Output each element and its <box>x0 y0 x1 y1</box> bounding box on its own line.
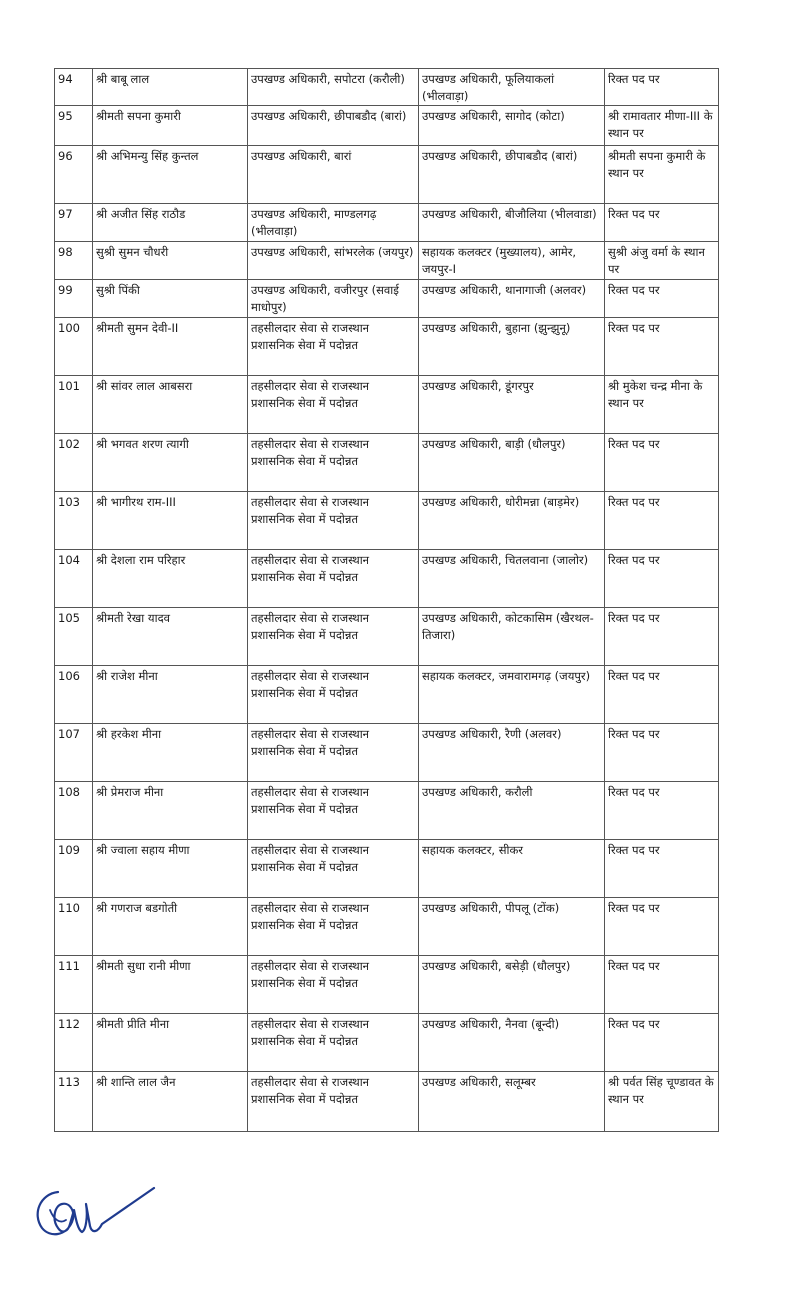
remark-cell: रिक्त पद पर <box>605 898 719 956</box>
officer-name-cell: श्रीमती सुधा रानी मीणा <box>93 956 248 1014</box>
current-posting-cell: तहसीलदार सेवा से राजस्थान प्रशासनिक सेवा में पदोन्नत <box>248 782 419 840</box>
serial-number-cell: 106 <box>55 666 93 724</box>
officer-name-cell: श्रीमती सुमन देवी-II <box>93 318 248 376</box>
current-posting-cell: तहसीलदार सेवा से राजस्थान प्रशासनिक सेवा में पदोन्नत <box>248 840 419 898</box>
new-posting-cell: उपखण्ड अधिकारी, नैनवा (बून्दी) <box>419 1014 605 1072</box>
table-row <box>55 280 719 318</box>
serial-number-cell: 111 <box>55 956 93 1014</box>
table-row <box>55 1014 719 1072</box>
remark-cell: श्री रामावतार मीणा-III के स्थान पर <box>605 106 719 146</box>
serial-number-cell: 99 <box>55 280 93 318</box>
new-posting-cell: उपखण्ड अधिकारी, बाड़ी (धौलपुर) <box>419 434 605 492</box>
current-posting-cell: उपखण्ड अधिकारी, छीपाबडौद (बारां) <box>248 106 419 146</box>
new-posting-cell: सहायक कलक्टर (मुख्यालय), आमेर, जयपुर-I <box>419 242 605 280</box>
current-posting-cell: उपखण्ड अधिकारी, माण्डलगढ़ (भीलवाड़ा) <box>248 204 419 242</box>
serial-number-cell: 104 <box>55 550 93 608</box>
current-posting-cell: तहसीलदार सेवा से राजस्थान प्रशासनिक सेवा में पदोन्नत <box>248 898 419 956</box>
serial-number-cell: 107 <box>55 724 93 782</box>
serial-number-cell: 100 <box>55 318 93 376</box>
serial-number-cell: 101 <box>55 376 93 434</box>
table-row <box>55 242 719 280</box>
officer-name-cell: श्रीमती रेखा यादव <box>93 608 248 666</box>
current-posting-cell: तहसीलदार सेवा से राजस्थान प्रशासनिक सेवा में पदोन्नत <box>248 434 419 492</box>
table-row <box>55 69 719 106</box>
remark-cell: रिक्त पद पर <box>605 69 719 106</box>
table-row <box>55 782 719 840</box>
table-row <box>55 146 719 204</box>
table-row <box>55 204 719 242</box>
table-row <box>55 666 719 724</box>
transfer-table <box>54 68 719 1132</box>
remark-cell: रिक्त पद पर <box>605 204 719 242</box>
serial-number-cell: 112 <box>55 1014 93 1072</box>
current-posting-cell: तहसीलदार सेवा से राजस्थान प्रशासनिक सेवा में पदोन्नत <box>248 608 419 666</box>
officer-name-cell: श्री भागीरथ राम-III <box>93 492 248 550</box>
new-posting-cell: उपखण्ड अधिकारी, सलूम्बर <box>419 1072 605 1132</box>
remark-cell: रिक्त पद पर <box>605 608 719 666</box>
current-posting-cell: तहसीलदार सेवा से राजस्थान प्रशासनिक सेवा में पदोन्नत <box>248 492 419 550</box>
serial-number-cell: 102 <box>55 434 93 492</box>
remark-cell: रिक्त पद पर <box>605 724 719 782</box>
new-posting-cell: उपखण्ड अधिकारी, कोटकासिम (खैरथल-तिजारा) <box>419 608 605 666</box>
new-posting-cell: उपखण्ड अधिकारी, पीपलू (टोंक) <box>419 898 605 956</box>
current-posting-cell: तहसीलदार सेवा से राजस्थान प्रशासनिक सेवा में पदोन्नत <box>248 550 419 608</box>
table-row <box>55 376 719 434</box>
table-row <box>55 550 719 608</box>
serial-number-cell: 95 <box>55 106 93 146</box>
new-posting-cell: उपखण्ड अधिकारी, धोरीमन्ना (बाड़मेर) <box>419 492 605 550</box>
transfer-table-body <box>55 69 719 1132</box>
serial-number-cell: 108 <box>55 782 93 840</box>
officer-name-cell: श्री राजेश मीना <box>93 666 248 724</box>
remark-cell: रिक्त पद पर <box>605 434 719 492</box>
officer-name-cell: श्री हरकेश मीना <box>93 724 248 782</box>
remark-cell: रिक्त पद पर <box>605 1014 719 1072</box>
new-posting-cell: उपखण्ड अधिकारी, छीपाबडौद (बारां) <box>419 146 605 204</box>
current-posting-cell: तहसीलदार सेवा से राजस्थान प्रशासनिक सेवा में पदोन्नत <box>248 666 419 724</box>
officer-name-cell: श्री सांवर लाल आबसरा <box>93 376 248 434</box>
officer-name-cell: श्री अजीत सिंह राठौड <box>93 204 248 242</box>
table-row <box>55 434 719 492</box>
new-posting-cell: उपखण्ड अधिकारी, बीजौलिया (भीलवाडा) <box>419 204 605 242</box>
remark-cell: रिक्त पद पर <box>605 280 719 318</box>
remark-cell: रिक्त पद पर <box>605 666 719 724</box>
remark-cell: रिक्त पद पर <box>605 782 719 840</box>
current-posting-cell: तहसीलदार सेवा से राजस्थान प्रशासनिक सेवा में पदोन्नत <box>248 1014 419 1072</box>
officer-name-cell: श्री देशला राम परिहार <box>93 550 248 608</box>
new-posting-cell: उपखण्ड अधिकारी, रैणी (अलवर) <box>419 724 605 782</box>
new-posting-cell: उपखण्ड अधिकारी, फूलियाकलां (भीलवाड़ा) <box>419 69 605 106</box>
new-posting-cell: उपखण्ड अधिकारी, करौली <box>419 782 605 840</box>
table-row <box>55 724 719 782</box>
table-row <box>55 840 719 898</box>
officer-name-cell: श्रीमती प्रीति मीना <box>93 1014 248 1072</box>
new-posting-cell: उपखण्ड अधिकारी, बसेड़ी (धौलपुर) <box>419 956 605 1014</box>
new-posting-cell: उपखण्ड अधिकारी, डूंगरपुर <box>419 376 605 434</box>
current-posting-cell: उपखण्ड अधिकारी, सांभरलेक (जयपुर) <box>248 242 419 280</box>
remark-cell: सुश्री अंजु वर्मा के स्थान पर <box>605 242 719 280</box>
remark-cell: श्रीमती सपना कुमारी के स्थान पर <box>605 146 719 204</box>
serial-number-cell: 96 <box>55 146 93 204</box>
serial-number-cell: 109 <box>55 840 93 898</box>
serial-number-cell: 103 <box>55 492 93 550</box>
serial-number-cell: 113 <box>55 1072 93 1132</box>
officer-name-cell: श्री अभिमन्यु सिंह कुन्तल <box>93 146 248 204</box>
new-posting-cell: उपखण्ड अधिकारी, सागोद (कोटा) <box>419 106 605 146</box>
table-row <box>55 106 719 146</box>
officer-name-cell: श्री बाबू लाल <box>93 69 248 106</box>
officer-name-cell: श्री भगवत शरण त्यागी <box>93 434 248 492</box>
new-posting-cell: उपखण्ड अधिकारी, चितलवाना (जालोर) <box>419 550 605 608</box>
remark-cell: रिक्त पद पर <box>605 956 719 1014</box>
current-posting-cell: उपखण्ड अधिकारी, वजीरपुर (सवाई माधोपुर) <box>248 280 419 318</box>
serial-number-cell: 94 <box>55 69 93 106</box>
serial-number-cell: 97 <box>55 204 93 242</box>
table-row <box>55 608 719 666</box>
current-posting-cell: तहसीलदार सेवा से राजस्थान प्रशासनिक सेवा में पदोन्नत <box>248 956 419 1014</box>
current-posting-cell: तहसीलदार सेवा से राजस्थान प्रशासनिक सेवा में पदोन्नत <box>248 1072 419 1132</box>
remark-cell: रिक्त पद पर <box>605 840 719 898</box>
officer-name-cell: सुश्री पिंकी <box>93 280 248 318</box>
table-row <box>55 898 719 956</box>
remark-cell: रिक्त पद पर <box>605 492 719 550</box>
officer-name-cell: श्री प्रेमराज मीना <box>93 782 248 840</box>
new-posting-cell: सहायक कलक्टर, जमवारामगढ़ (जयपुर) <box>419 666 605 724</box>
current-posting-cell: तहसीलदार सेवा से राजस्थान प्रशासनिक सेवा में पदोन्नत <box>248 318 419 376</box>
serial-number-cell: 110 <box>55 898 93 956</box>
table-row <box>55 492 719 550</box>
remark-cell: रिक्त पद पर <box>605 318 719 376</box>
serial-number-cell: 98 <box>55 242 93 280</box>
new-posting-cell: सहायक कलक्टर, सीकर <box>419 840 605 898</box>
new-posting-cell: उपखण्ड अधिकारी, बुहाना (झुन्झुनू) <box>419 318 605 376</box>
remark-cell: श्री मुकेश चन्द्र मीना के स्थान पर <box>605 376 719 434</box>
officer-name-cell: सुश्री सुमन चौधरी <box>93 242 248 280</box>
officer-name-cell: श्री गणराज बडगोती <box>93 898 248 956</box>
new-posting-cell: उपखण्ड अधिकारी, थानागाजी (अलवर) <box>419 280 605 318</box>
officer-name-cell: श्री शान्ति लाल जैन <box>93 1072 248 1132</box>
current-posting-cell: उपखण्ड अधिकारी, बारां <box>248 146 419 204</box>
remark-cell: श्री पर्वत सिंह चूण्डावत के स्थान पर <box>605 1072 719 1132</box>
remark-cell: रिक्त पद पर <box>605 550 719 608</box>
table-row <box>55 956 719 1014</box>
current-posting-cell: तहसीलदार सेवा से राजस्थान प्रशासनिक सेवा में पदोन्नत <box>248 724 419 782</box>
serial-number-cell: 105 <box>55 608 93 666</box>
table-row <box>55 1072 719 1132</box>
officer-name-cell: श्रीमती सपना कुमारी <box>93 106 248 146</box>
table-row <box>55 318 719 376</box>
current-posting-cell: तहसीलदार सेवा से राजस्थान प्रशासनिक सेवा में पदोन्नत <box>248 376 419 434</box>
signature-icon <box>28 1180 168 1254</box>
current-posting-cell: उपखण्ड अधिकारी, सपोटरा (करौली) <box>248 69 419 106</box>
officer-name-cell: श्री ज्वाला सहाय मीणा <box>93 840 248 898</box>
